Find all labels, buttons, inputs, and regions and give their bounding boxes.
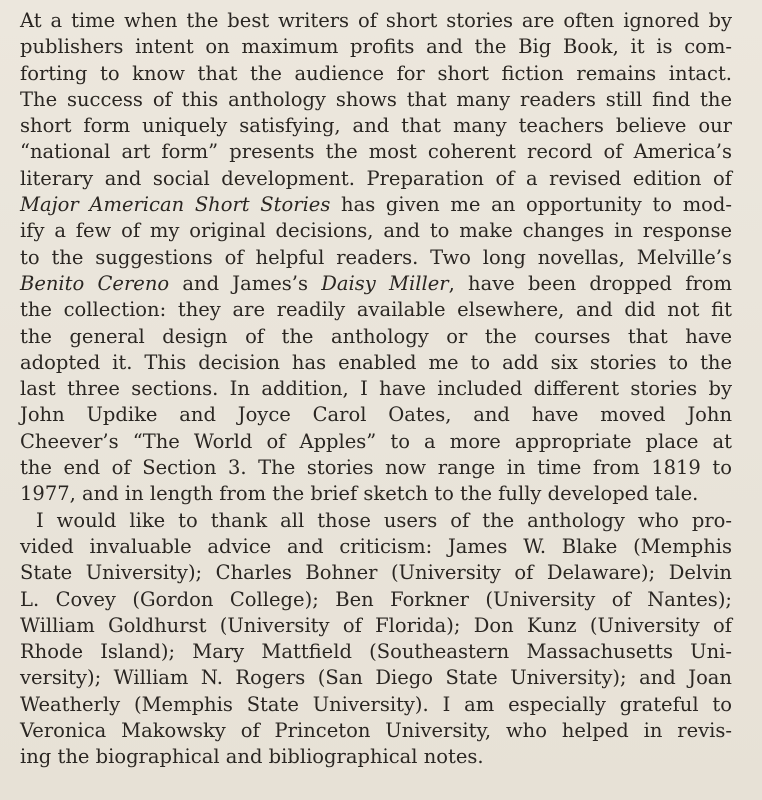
text-line: versity); William N. Rogers (San Diego State University); and Joan [20, 666, 732, 690]
text-line: L. Covey (Gordon College); Ben Forkner (University of Nantes); [20, 587, 732, 611]
text-line: to the suggestions of helpful readers. Two long novellas, Melville’s [20, 245, 732, 269]
text-line: adopted it. This decision has enabled me to add six stories to the [20, 350, 732, 374]
text-line: 1977, and in length from the brief sketch to the fully developed tale. [20, 482, 699, 506]
text-line: “national art form” presents the most coherent record of America’s [20, 140, 732, 164]
text-line: the end of Section 3. The stories now range in time from 1819 to [20, 456, 732, 480]
paragraph-1 [20, 8, 732, 508]
text-line: John Updike and Joyce Carol Oates, and have moved John [20, 403, 732, 427]
text-line: ify a few of my original decisions, and to make changes in response [20, 219, 732, 243]
text-line: Rhode Island); Mary Mattfield (Southeastern Massachusetts Uni- [20, 640, 732, 664]
text-line: publishers intent on maximum profits and the Big Book, it is com- [20, 35, 732, 59]
italic-title: Daisy Miller [321, 271, 449, 295]
text-line: forting to know that the audience for short fiction remains intact. [20, 61, 732, 85]
text-line: short form uniquely satisfying, and that many teachers believe our [20, 114, 732, 138]
text-line: Cheever’s “The World of Apples” to a more appropriate place at [20, 429, 732, 453]
text-line: the general design of the anthology or the courses that have [20, 324, 732, 348]
text-line: Major American Short Stories has given me an opportunity to mod- [20, 193, 732, 217]
italic-title: Major American Short Stories [20, 193, 331, 217]
italic-title: Benito Cereno [20, 271, 170, 295]
text-line: The success of this anthology shows that many readers still find the [20, 87, 732, 111]
text-line: I would like to thank all those users of the anthology who pro- [36, 508, 732, 532]
text-line: William Goldhurst (University of Florida); Don Kunz (University of [20, 613, 732, 637]
text-line: At a time when the best writers of short stories are often ignored by [20, 9, 732, 32]
text-line: Veronica Makowsky of Princeton University, who helped in revis- [20, 719, 732, 743]
preface-text [20, 8, 732, 771]
text-line: the collection: they are readily available elsewhere, and did not fit [20, 298, 732, 322]
text-line: ing the biographical and bibliographical notes. [20, 745, 484, 769]
text-line: vided invaluable advice and criticism: James W. Blake (Memphis [20, 534, 732, 558]
text-line: literary and social development. Preparation of a revised edition of [20, 166, 732, 190]
text-line: last three sections. In addition, I have included different stories by [20, 377, 732, 401]
text-line: Benito Cereno and James’s Daisy Miller, have been dropped from [20, 271, 732, 295]
text-line: State University); Charles Bohner (University of Delaware); Delvin [20, 561, 732, 585]
paragraph-2 [20, 508, 732, 771]
text-line: Weatherly (Memphis State University). I am especially grateful to [20, 692, 732, 716]
